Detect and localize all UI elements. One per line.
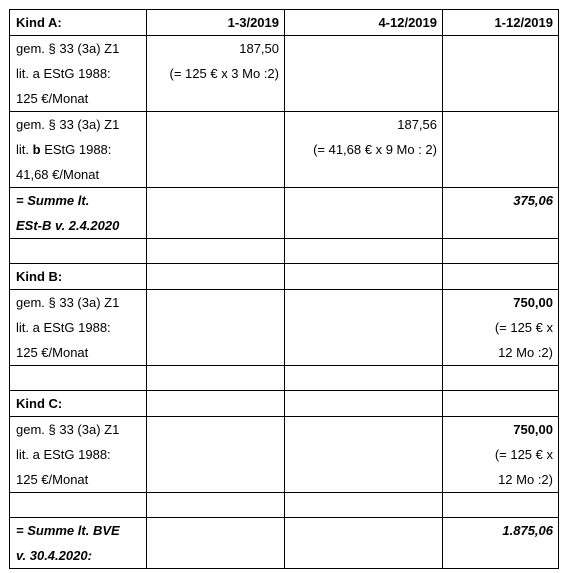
kind-a-sum-value: 375,06 xyxy=(443,188,559,239)
empty-cell xyxy=(147,112,285,188)
empty-cell xyxy=(147,391,285,417)
kind-a-row-1-value: 187,50 (= 125 € x 3 Mo :2) xyxy=(147,36,285,112)
kind-c-desc: gem. § 33 (3a) Z1 lit. a EStG 1988: 125 €/Monat xyxy=(10,417,147,493)
empty-cell xyxy=(285,264,443,290)
empty-cell xyxy=(443,36,559,112)
kind-b-desc: gem. § 33 (3a) Z1 lit. a EStG 1988: 125 €/Monat xyxy=(10,290,147,366)
kind-a-row-2 xyxy=(10,112,559,188)
kind-a-row-2-desc: gem. § 33 (3a) Z1 lit. b EStG 1988: 41,68 €/Monat xyxy=(10,112,147,188)
empty-cell xyxy=(443,239,559,264)
empty-cell xyxy=(10,366,147,391)
empty-cell xyxy=(10,239,147,264)
header-period-1-3: 1-3/2019 xyxy=(147,10,285,36)
empty-cell xyxy=(285,391,443,417)
empty-cell xyxy=(285,36,443,112)
header-period-1-12: 1-12/2019 xyxy=(443,10,559,36)
empty-cell xyxy=(443,366,559,391)
spacer-row xyxy=(10,239,559,264)
kind-b-title-row xyxy=(10,264,559,290)
total-row xyxy=(10,518,559,569)
empty-cell xyxy=(443,112,559,188)
empty-cell xyxy=(10,493,147,518)
kind-c-row xyxy=(10,417,559,493)
empty-cell xyxy=(147,239,285,264)
kind-a-row-2-value: 187,56 (= 41,68 € x 9 Mo : 2) xyxy=(285,112,443,188)
empty-cell xyxy=(147,518,285,569)
kind-a-row-1 xyxy=(10,36,559,112)
empty-cell xyxy=(285,366,443,391)
kind-b-value: 750,00 (= 125 € x 12 Mo :2) xyxy=(443,290,559,366)
kind-b-row xyxy=(10,290,559,366)
empty-cell xyxy=(285,417,443,493)
empty-cell xyxy=(147,264,285,290)
kind-c-title: Kind C: xyxy=(10,391,147,417)
kind-c-value: 750,00 (= 125 € x 12 Mo :2) xyxy=(443,417,559,493)
header-kind-a: Kind A: xyxy=(10,10,147,36)
kind-a-row-1-desc: gem. § 33 (3a) Z1 lit. a EStG 1988: 125 €/Monat xyxy=(10,36,147,112)
empty-cell xyxy=(285,188,443,239)
empty-cell xyxy=(147,417,285,493)
header-period-4-12: 4-12/2019 xyxy=(285,10,443,36)
empty-cell xyxy=(285,290,443,366)
empty-cell xyxy=(443,264,559,290)
empty-cell xyxy=(285,518,443,569)
spacer-row xyxy=(10,366,559,391)
empty-cell xyxy=(285,239,443,264)
empty-cell xyxy=(443,391,559,417)
header-row xyxy=(10,10,559,36)
empty-cell xyxy=(285,493,443,518)
spacer-row xyxy=(10,493,559,518)
tax-table xyxy=(9,9,559,569)
total-label: = Summe lt. BVE v. 30.4.2020: xyxy=(10,518,147,569)
empty-cell xyxy=(147,290,285,366)
empty-cell xyxy=(443,493,559,518)
total-value: 1.875,06 xyxy=(443,518,559,569)
empty-cell xyxy=(147,493,285,518)
empty-cell xyxy=(147,188,285,239)
kind-b-title: Kind B: xyxy=(10,264,147,290)
kind-a-sum-row xyxy=(10,188,559,239)
kind-c-title-row xyxy=(10,391,559,417)
empty-cell xyxy=(147,366,285,391)
kind-a-sum-label: = Summe lt. ESt-B v. 2.4.2020 xyxy=(10,188,147,239)
